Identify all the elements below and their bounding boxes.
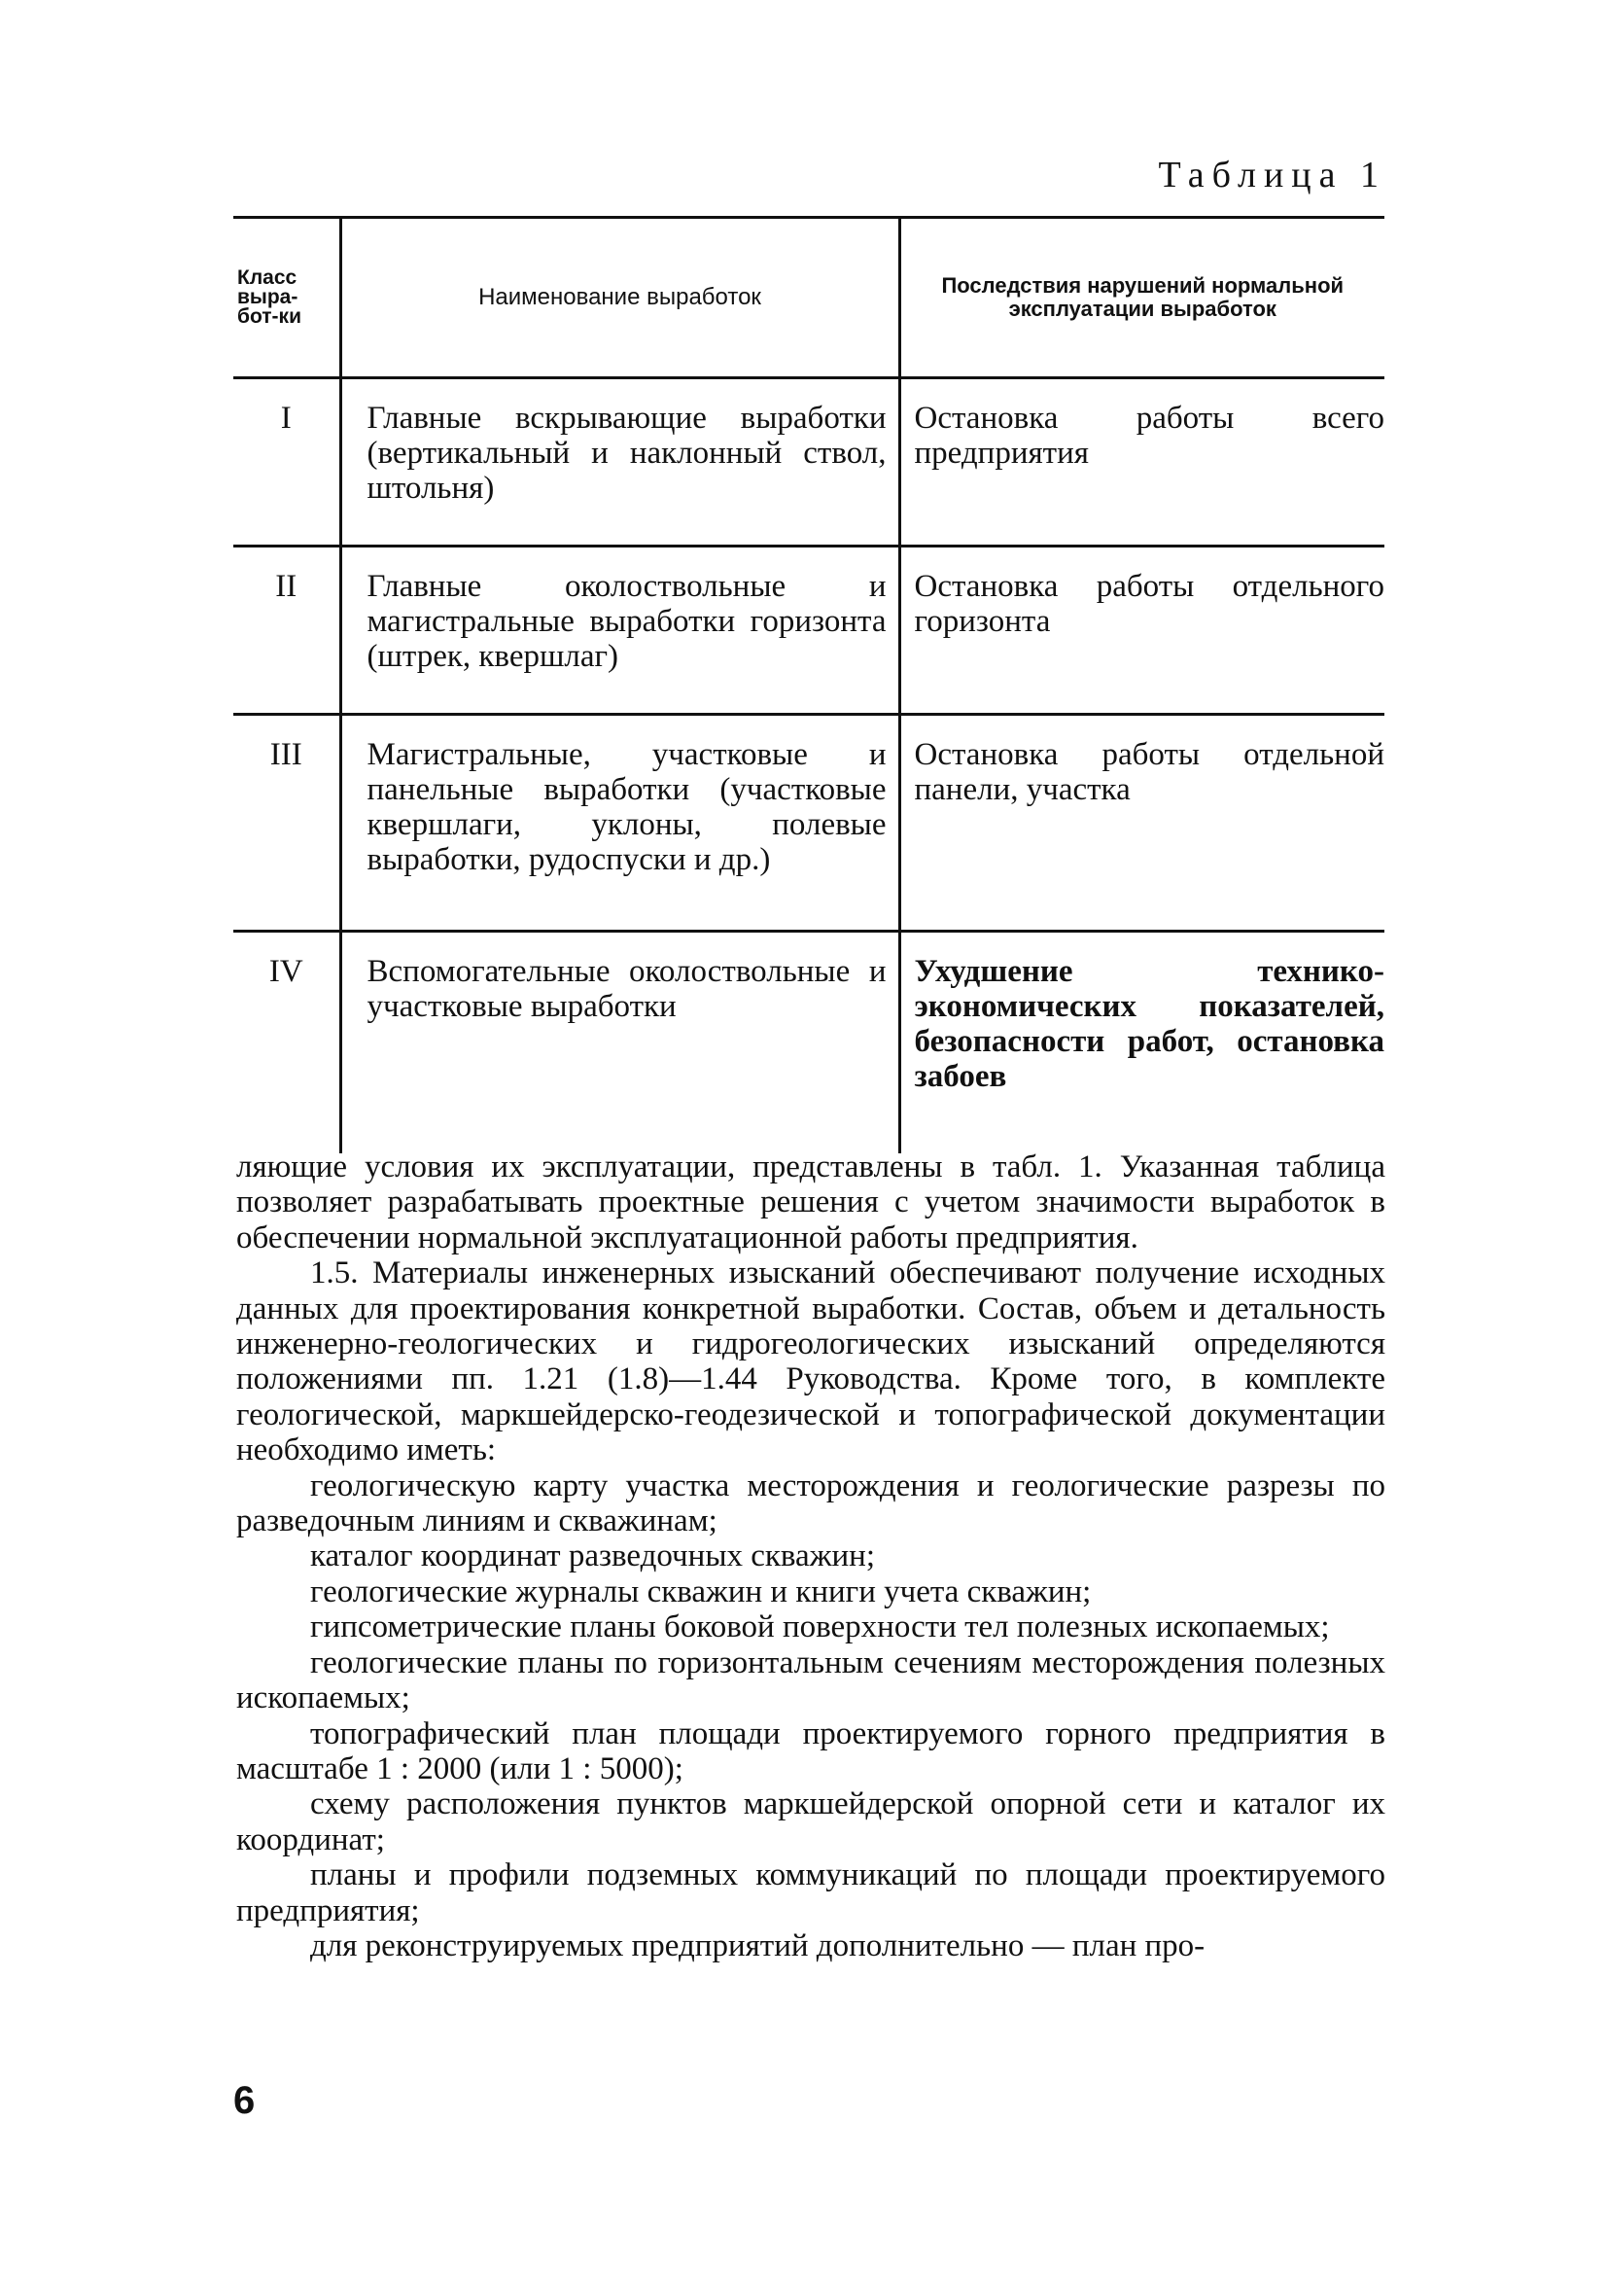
list-item: схему расположения пунктов маркшейдерской опорной сети и каталог их координат; [236, 1786, 1385, 1857]
row-class: I [233, 378, 340, 547]
row-consequences: Остановка работы всего предприятия [899, 378, 1384, 547]
row-name: Главные вскрывающие выработки (вертикальный и наклонный ствол, штольня) [340, 378, 899, 547]
body-text [236, 1149, 1385, 1963]
row-name: Вспомогательные околоствольные и участковые выработки [340, 932, 899, 1154]
paragraph: ляющие условия их эксплуатации, представлены в табл. 1. Указанная таблица позволяет разрабатывать проектные решения с учетом значимости выработок в обеспечении нормальной эксплуатационной работы предприятия. [236, 1149, 1385, 1255]
row-class: III [233, 715, 340, 932]
header-class: Класс выра-бот-ки [233, 218, 340, 378]
table-row [233, 715, 1384, 932]
list-item: для реконструируемых предприятий дополнительно — план про- [310, 1927, 1206, 1963]
table-title: Таблица 1 [1158, 155, 1386, 195]
list-item: геологические журналы скважин и книги учета скважин; [310, 1573, 1092, 1609]
list-item: геологическую карту участка месторождения и геологические разрезы по разведочным линиям и скважинам; [236, 1467, 1385, 1539]
list-item: гипсометрические планы боковой поверхности тел полезных ископаемых; [310, 1609, 1330, 1645]
row-name: Главные околоствольные и магистральные выработки горизонта (штрек, квершлаг) [340, 547, 899, 715]
row-consequences: Ухудшение технико-экономических показателей, безопасности работ, остановка забоев [914, 954, 1384, 1094]
list-item: каталог координат разведочных скважин; [310, 1538, 875, 1574]
table-row [233, 547, 1384, 715]
row-name: Магистральные, участковые и панельные выработки (участковые квершлаги, уклоны, полевые выработки, рудоспуски и др.) [340, 715, 899, 932]
header-consequences: Последствия нарушений нормальной эксплуатации выработок [899, 218, 1384, 378]
list-item: планы и профили подземных коммуникаций по площади проектируемого предприятия; [236, 1857, 1385, 1928]
table-row [233, 932, 1384, 1154]
table-row [233, 378, 1384, 547]
list-item: топографический план площади проектируемого горного предприятия в масштабе 1 : 2000 (или 1 : 5000); [236, 1715, 1385, 1786]
header-name: Наименование выработок [340, 218, 899, 378]
paragraph: 1.5. Материалы инженерных изысканий обеспечивают получение исходных данных для проектирования конкретной выработки. Состав, объем и детальность инженерно-геологических и гидрогеологических изысканий определяются положениями пп. 1.21 (1.8)—1.44 Руководства. Кроме того, в комплекте геологической, маркшейдерско-геодезической и топографической документации необходимо иметь: [236, 1255, 1385, 1468]
list-item: геологические планы по горизонтальным сечениям месторождения полезных ископаемых; [236, 1644, 1385, 1716]
page-number: 6 [233, 2079, 256, 2122]
row-consequences: Остановка работы отдельного горизонта [899, 547, 1384, 715]
classification-table [233, 216, 1384, 1153]
row-class: II [233, 547, 340, 715]
row-consequences: Остановка работы отдельной панели, участка [899, 715, 1384, 932]
table-header-row [233, 218, 1384, 378]
row-class: IV [233, 932, 340, 1154]
